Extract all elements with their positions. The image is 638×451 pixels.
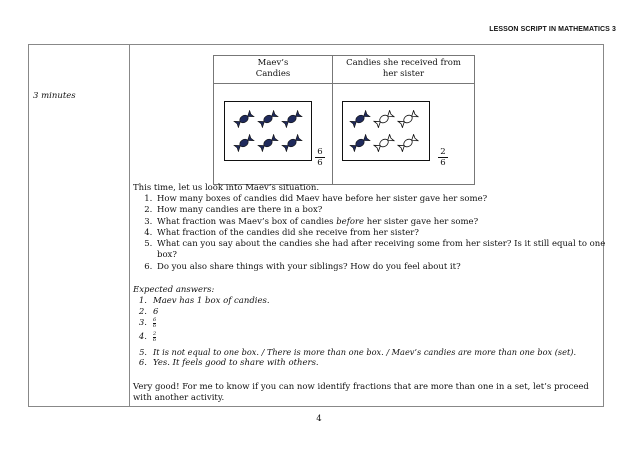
question-item: 6. Do you also share things with your siblings? How do you feel about it? bbox=[155, 262, 615, 273]
question-item: 4. What fraction of the candies did she receive from her sister? bbox=[155, 228, 615, 239]
answer-item: 5. It is not equal to one box. / There is more than one box. / Maev’s candies are more than one box (set). bbox=[139, 347, 577, 357]
content-column bbox=[133, 45, 606, 406]
candy-icon bbox=[397, 134, 419, 152]
answer-item: 6. Yes. It feels good to share with others. bbox=[138, 358, 319, 368]
answer-fraction: $\frac{2}{6}$ bbox=[153, 331, 157, 343]
lesson-table bbox=[28, 44, 604, 407]
candy-icon bbox=[257, 110, 279, 128]
candy-icon bbox=[233, 134, 255, 152]
candy-table bbox=[213, 55, 475, 185]
question-list bbox=[133, 194, 615, 273]
answer-item: 2. 6 bbox=[138, 307, 159, 317]
candy-icon bbox=[349, 110, 371, 128]
answer-item: 4. $\frac{2}{6}$ bbox=[138, 331, 157, 343]
page-number: 4 bbox=[316, 414, 322, 424]
received-candy-box bbox=[342, 101, 430, 161]
page-header: LESSON SCRIPT IN MATHEMATICS 3 bbox=[489, 26, 616, 33]
candy-icon bbox=[281, 134, 303, 152]
answer-item: 1. Maev has 1 box of candies. bbox=[138, 296, 270, 306]
maev-fraction: $\frac{6}{6}$ bbox=[315, 147, 325, 168]
question-item: 5. What can you say about the candies she had after receiving some from her sister? Is it still equal to one box? bbox=[155, 239, 615, 262]
answer-item: 3. $\frac{6}{6}$ bbox=[138, 317, 157, 329]
question-item: 2. How many candies are there in a box? bbox=[155, 205, 615, 216]
intro-text: This time, let us look into Maev’s situation. bbox=[133, 183, 320, 193]
time-column bbox=[29, 45, 130, 406]
maev-candy-box bbox=[224, 101, 312, 161]
candy-icon bbox=[257, 134, 279, 152]
maev-candies-header: Maev’s Candies bbox=[255, 58, 291, 79]
candy-icon bbox=[397, 110, 419, 128]
received-fraction: $\frac{2}{6}$ bbox=[438, 147, 448, 168]
question-item: 3. What fraction was Maev’s box of candies before her sister gave her some? bbox=[155, 217, 615, 228]
closing-text: Very good! For me to know if you can now identify fractions that are more than one in a set, let’s proceed with another activity. bbox=[133, 382, 589, 404]
candy-icon bbox=[233, 110, 255, 128]
received-candies-header: Candies she received from her sister bbox=[346, 58, 461, 79]
answer-fraction: $\frac{6}{6}$ bbox=[153, 317, 157, 329]
candy-icon bbox=[281, 110, 303, 128]
question-item: 1. How many boxes of candies did Maev have before her sister gave her some? bbox=[155, 194, 615, 205]
expected-answers-title: Expected answers: bbox=[133, 285, 215, 295]
duration-label: 3 minutes bbox=[33, 91, 76, 101]
candy-icon bbox=[373, 134, 395, 152]
candy-icon bbox=[349, 134, 371, 152]
candy-icon bbox=[373, 110, 395, 128]
